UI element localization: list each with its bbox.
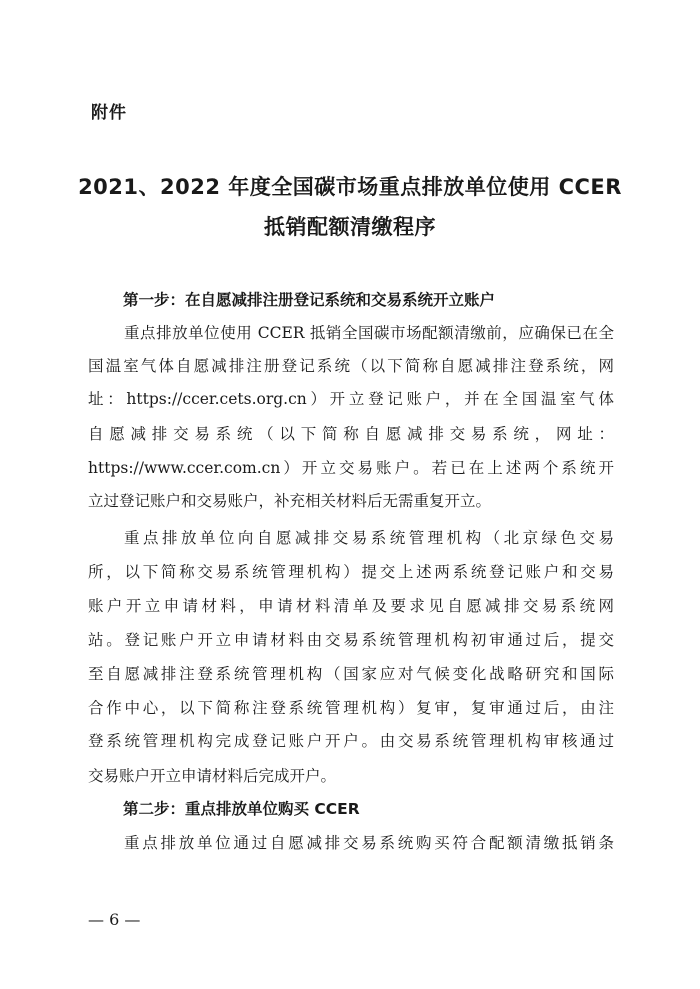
paragraph-line: https://www.ccer.com.cn）开立交易账户。若已在上述两个系统开	[88, 459, 614, 477]
paragraph-line: 重点排放单位使用 CCER 抵销全国碳市场配额清缴前，应确保已在全	[124, 324, 614, 342]
paragraph-line: 立过登记账户和交易账户，补充相关材料后无需重复开立。	[88, 492, 492, 510]
paragraph-line: 站。登记账户开立申请材料由交易系统管理机构初审通过后，提交	[88, 631, 614, 649]
paragraph-line: 国温室气体自愿减排注册登记系统（以下简称自愿减排注登系统，网	[88, 357, 614, 375]
step2-heading: 第二步：重点排放单位购买 CCER	[123, 800, 360, 818]
page-number: — 6 —	[88, 910, 141, 929]
step1-heading: 第一步：在自愿减排注册登记系统和交易系统开立账户	[123, 291, 496, 309]
paragraph-line: 账户开立申请材料，申请材料清单及要求见自愿减排交易系统网	[88, 597, 614, 615]
paragraph-line: 登系统管理机构完成登记账户开户。由交易系统管理机构审核通过	[88, 732, 614, 750]
paragraph-line: 所，以下简称交易系统管理机构）提交上述两系统登记账户和交易	[88, 563, 614, 581]
document-title-line-2: 抵销配额清缴程序	[264, 215, 436, 239]
document-title-line-1: 2021、2022 年度全国碳市场重点排放单位使用 CCER	[78, 175, 622, 199]
paragraph-line: 自愿减排交易系统（以下简称自愿减排交易系统，网址：	[88, 425, 614, 443]
paragraph-line: 址：https://ccer.cets.org.cn）开立登记账户，并在全国温室气体	[88, 390, 614, 408]
paragraph-line: 至自愿减排注登系统管理机构（国家应对气候变化战略研究和国际	[88, 665, 614, 683]
attachment-label: 附件	[91, 103, 127, 123]
paragraph-line: 交易账户开立申请材料后完成开户。	[88, 767, 337, 785]
paragraph-line: 合作中心，以下简称注登系统管理机构）复审，复审通过后，由注	[88, 699, 614, 717]
paragraph-line: 重点排放单位向自愿减排交易系统管理机构（北京绿色交易	[124, 529, 614, 547]
paragraph-line: 重点排放单位通过自愿减排交易系统购买符合配额清缴抵销条	[124, 834, 614, 852]
